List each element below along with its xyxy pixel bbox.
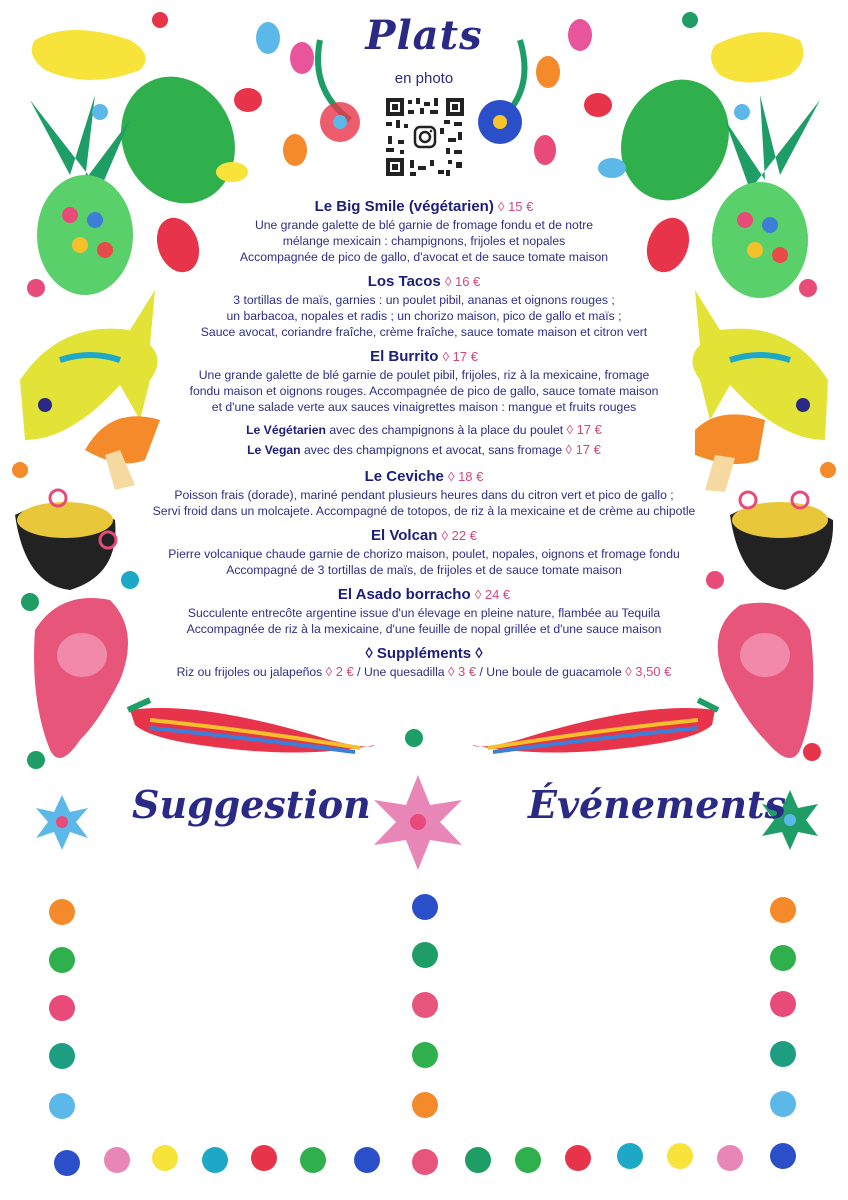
steak-icon <box>34 598 128 758</box>
dish-variant-vegetarien: Le Végétarien avec des champignons à la place du poulet ◊ 17 € <box>246 422 602 437</box>
dish-description <box>130 546 718 578</box>
dish-name: Le Ceviche <box>364 468 444 485</box>
description-line: mélange mexicain : champignons, frijoles et nopales <box>282 234 566 248</box>
description-line: Accompagnée de riz à la mexicaine, d'une feuille de nopal grillée et d'une sauce maison <box>186 622 662 636</box>
description-line: 3 tortillas de maïs, garnies : un poulet pibil, ananas et oignons rouges ; <box>233 293 615 307</box>
dish-el-asado-borracho: El Asado borracho ◊ 24 € Succulente entrecôte argentine issue d'un élevage en pleine nature, flambée au Tequila Accompagnée de riz à la mexicaine, d'une feuille de nopal grillée et d'une sauce maison <box>130 585 718 637</box>
dot-column-right <box>770 897 796 1117</box>
pot-icon <box>730 492 833 590</box>
dish-name: Los Tacos <box>367 273 441 290</box>
dish-price: 17 € <box>452 349 478 364</box>
supplements <box>130 644 718 680</box>
variant-price: 17 € <box>576 422 602 437</box>
dish-name: El Asado borracho <box>337 586 471 603</box>
dot-column-center <box>412 894 438 1118</box>
description-line: Sauce avocat, coriandre fraîche, crème fraîche, sauce tomate maison et citron vert <box>200 325 648 339</box>
chili-pepper-icon <box>472 700 718 753</box>
description-line: Succulente entrecôte argentine issue d'un élevage en pleine nature, flambée au Tequila <box>187 606 661 620</box>
section-heading-evenements: Événements <box>528 782 786 827</box>
description-line: Pierre volcanique chaude garnie de chorizo maison, poulet, nopales, oignons et fromage fondu <box>168 547 680 561</box>
dish-el-volcan: El Volcan ◊ 22 € Pierre volcanique chaude garnie de chorizo maison, poulet, nopales, oignons et fromage fondu Accompagné de 3 tortillas de maïs, de frijoles et de sauce tomate maison <box>130 526 718 578</box>
dish-name: El Burrito <box>370 348 439 365</box>
pineapple-icon <box>712 95 820 298</box>
variant-name: Le Végétarien <box>246 423 327 437</box>
supplement-price: 3 € <box>458 664 477 679</box>
dish-price: 15 € <box>508 199 534 214</box>
variant-price: 17 € <box>575 442 601 457</box>
page-subtitle: en photo <box>394 70 454 87</box>
variant-text: avec des champignons à la place du poulet <box>329 423 564 437</box>
dish-variant-vegan: Le Vegan avec des champignons et avocat, sans fromage ◊ 17 € <box>247 442 601 457</box>
supplement-price: 3,50 € <box>635 664 672 679</box>
dish-big-smile: Le Big Smile (végétarien) ◊ 15 € Une grande galette de blé garnie de fromage fondu et de notre mélange mexicain : champignons, frijoles et nopales Accompagnée de pico de gallo, d'avocat et de sauce tomate maison <box>130 197 718 265</box>
dish-le-ceviche: Le Ceviche ◊ 18 € Poisson frais (dorade), mariné pendant plusieurs heures dans du citron vert et pico de gallo ; Servi froid dans un molcajete. Accompagné de totopos, de riz à la mexicaine et de crème au chipotle <box>130 467 718 519</box>
dish-description <box>130 487 718 519</box>
qr-code[interactable] <box>384 96 466 178</box>
dish-price: 16 € <box>454 274 481 289</box>
dish-description <box>130 217 718 265</box>
flower-icon <box>320 102 360 142</box>
supplements-list: Riz ou frijoles ou jalapeños ◊ 2 € / Une quesadilla ◊ 3 € / Une boule de guacamole ◊ 3,50 € <box>176 664 672 679</box>
description-line: un barbacoa, nopales et radis ; un chorizo maison, pico de gallo et maïs ; <box>226 309 622 323</box>
dish-description <box>130 292 718 340</box>
variant-text: avec des champignons et avocat, sans fromage <box>304 443 563 457</box>
dish-el-burrito: El Burrito ◊ 17 € Une grande galette de blé garnie de poulet pibil, frijoles, riz à la mexicaine, fromage fondu maison et oignons rouges. Accompagnée de pico de gallo, sauce tomate maison et d'une salade verte aux sauces vinaigrettes maison : mangue et fruits rouges Le Végétarien avec des champignons à la place du poulet ◊ 17 € Le Vegan avec des champignons et avocat, sans fromage ◊ 17 € <box>130 347 718 460</box>
supplement-price: 2 € <box>335 664 354 679</box>
chili-pepper-icon <box>128 700 375 753</box>
dish-price: 24 € <box>484 587 511 602</box>
dish-description <box>130 367 718 415</box>
pineapple-icon <box>30 95 133 295</box>
dish-name: El Volcan <box>371 527 438 544</box>
steak-icon <box>718 603 814 758</box>
supplements-title: ◊ Suppléments ◊ <box>365 645 483 662</box>
description-line: Une grande galette de blé garnie de poulet pibil, frijoles, riz à la mexicaine, fromage <box>198 368 650 382</box>
flower-icon <box>36 795 88 850</box>
variant-name: Le Vegan <box>247 443 301 457</box>
dot-column-left <box>49 899 75 1119</box>
description-line: fondu maison et oignons rouges. Accompagnée de pico de gallo, sauce tomate maison <box>189 384 659 398</box>
description-line: et d'une salade verte aux sauces vinaigrettes maison : mangue et fruits rouges <box>211 400 637 414</box>
flower-icon <box>374 775 462 870</box>
supplement-label: Riz ou frijoles ou jalapeños <box>176 665 323 679</box>
description-line: Poisson frais (dorade), mariné pendant plusieurs heures dans du citron vert et pico de gallo ; <box>174 488 674 502</box>
description-line: Servi froid dans un molcajete. Accompagné de totopos, de riz à la mexicaine et de crème au chipotle <box>152 504 696 518</box>
dish-description <box>130 605 718 637</box>
dot-row-bottom <box>54 1143 796 1176</box>
supplement-label: Une boule de guacamole <box>486 665 622 679</box>
flower-icon <box>478 100 522 144</box>
section-heading-suggestion: Suggestion <box>132 782 371 827</box>
description-line: Une grande galette de blé garnie de fromage fondu et de notre <box>254 218 594 232</box>
description-line: Accompagné de 3 tortillas de maïs, de frijoles et de sauce tomate maison <box>226 563 622 577</box>
pot-icon <box>15 490 116 590</box>
page-title: Plats <box>365 12 483 59</box>
supplement-label: Une quesadilla <box>363 665 445 679</box>
dish-name: Le Big Smile (végétarien) <box>314 198 494 215</box>
description-line: Accompagnée de pico de gallo, d'avocat et de sauce tomate maison <box>239 250 609 264</box>
dish-price: 22 € <box>451 528 477 543</box>
menu-list <box>130 197 718 687</box>
dish-los-tacos: Los Tacos ◊ 16 € 3 tortillas de maïs, garnies : un poulet pibil, ananas et oignons rouges ; un barbacoa, nopales et radis ; un chorizo maison, pico de gallo et maïs ; Sauce avocat, coriandre fraîche, crème fraîche, sauce tomate maison et citron vert <box>130 272 718 340</box>
dish-price: 18 € <box>458 469 484 484</box>
